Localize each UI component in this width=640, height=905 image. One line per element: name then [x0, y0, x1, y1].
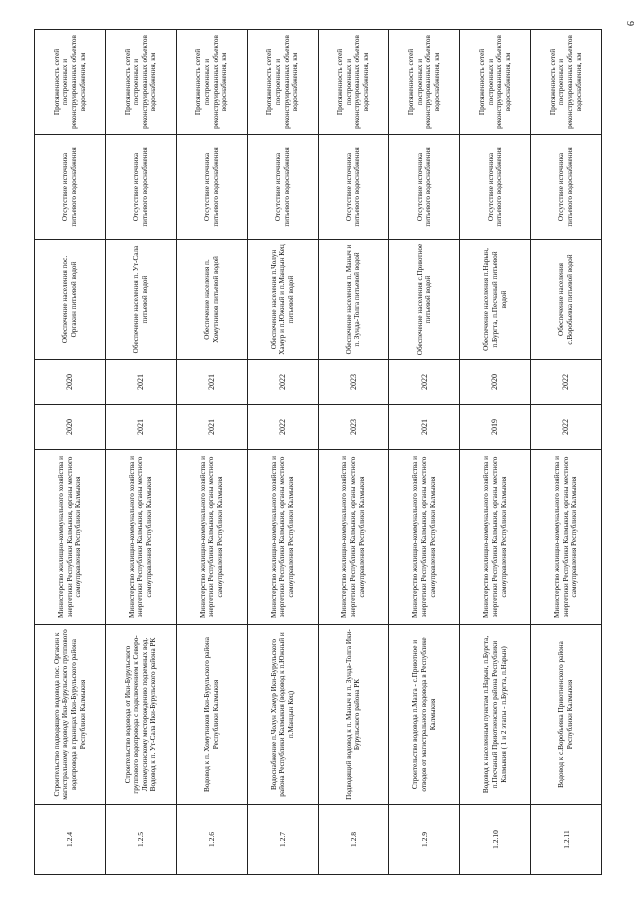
table-row: [247, 30, 318, 875]
row-number: 1.2.9: [389, 805, 460, 875]
object-cell: Строительство водовода от Ики-Бурульского группового водопровода с подключением к Северо-Леонмусинскому месторождению подземных вод. Водовод к п. Ут-Сала Ики-Бурульского района РК: [105, 625, 176, 805]
row-number: 1.2.4: [35, 805, 106, 875]
indicator-cell: Протяженность сетей построенных и реконструированных объектов водоснабжения, км: [318, 30, 389, 135]
goal-cell: Обеспечение населения п. Ут-Сала питьевой водой: [105, 240, 176, 360]
problem-cell: Отсутствие источника питьевого водоснабжения: [531, 135, 602, 240]
problem-cell: Отсутствие источника питьевого водоснабжения: [176, 135, 247, 240]
indicator-cell: Протяженность сетей построенных и реконструированных объектов водоснабжения, км: [531, 30, 602, 135]
executor-cell: Министерство жилищно-коммунального хозяйства и энергетики Республики Калмыкия, органы местного самоуправления Республики Калмыкия: [35, 450, 106, 625]
problem-cell: Отсутствие источника питьевого водоснабжения: [105, 135, 176, 240]
row-number: 1.2.8: [318, 805, 389, 875]
problem-cell: Отсутствие источника питьевого водоснабжения: [247, 135, 318, 240]
end-year-cell: 2021: [176, 360, 247, 405]
table-row: [105, 30, 176, 875]
start-year-cell: 2020: [35, 405, 106, 450]
table-row: [389, 30, 460, 875]
object-cell: Водовод к населенным пунктам п.Нарын, п.Бургта, п.Песчаный Приютненского района Республики Калмыкия ( 1 и 2 этапы - п.Бургта, п.Нарын): [460, 625, 531, 805]
start-year-cell: 2021: [389, 405, 460, 450]
executor-cell: Министерство жилищно-коммунального хозяйства и энергетики Республики Калмыкия, органы местного самоуправления Республики Калмыкия: [531, 450, 602, 625]
indicator-cell: Протяженность сетей построенных и реконструированных объектов водоснабжения, км: [35, 30, 106, 135]
problem-cell: Отсутствие источника питьевого водоснабжения: [318, 135, 389, 240]
end-year-cell: 2022: [531, 360, 602, 405]
table-row: [176, 30, 247, 875]
row-number: 1.2.10: [460, 805, 531, 875]
row-number: 1.2.6: [176, 805, 247, 875]
indicator-cell: Протяженность сетей построенных и реконструированных объектов водоснабжения, км: [389, 30, 460, 135]
object-cell: Подводящий водовод к п. Маныч и п. Зунда-Толга Ики-Бурульского района РК: [318, 625, 389, 805]
start-year-cell: 2019: [460, 405, 531, 450]
end-year-cell: 2022: [247, 360, 318, 405]
table-row: [318, 30, 389, 875]
end-year-cell: 2022: [389, 360, 460, 405]
goal-cell: Обеспечение населения с.Приютное питьевой водой: [389, 240, 460, 360]
end-year-cell: 2020: [460, 360, 531, 405]
start-year-cell: 2022: [531, 405, 602, 450]
goal-cell: Обеспечение населения с.Воробьевка питьевой водой: [531, 240, 602, 360]
problem-cell: Отсутствие источника питьевого водоснабжения: [460, 135, 531, 240]
object-cell: Водоснабжение п.Чолун Хамур Ики-Бурульского района Республики Калмыкия (водовод к п.Южный и п.Манцын Кец): [247, 625, 318, 805]
object-cell: Строительство водовода п.Мазга - с.Приютное и отводов от магистрального водовода в Республике Калмыкия: [389, 625, 460, 805]
table-row: [531, 30, 602, 875]
start-year-cell: 2023: [318, 405, 389, 450]
problem-cell: Отсутствие источника питьевого водоснабжения: [35, 135, 106, 240]
row-number: 1.2.11: [531, 805, 602, 875]
rotated-table-container: [34, 30, 602, 875]
end-year-cell: 2023: [318, 360, 389, 405]
end-year-cell: 2021: [105, 360, 176, 405]
end-year-cell: 2020: [35, 360, 106, 405]
executor-cell: Министерство жилищно-коммунального хозяйства и энергетики Республики Калмыкия, органы местного самоуправления Республики Калмыкия: [176, 450, 247, 625]
executor-cell: Министерство жилищно-коммунального хозяйства и энергетики Республики Калмыкия, органы местного самоуправления Республики Калмыкия: [105, 450, 176, 625]
goal-cell: Обеспечение населения п. Хомутников питьевой водой: [176, 240, 247, 360]
executor-cell: Министерство жилищно-коммунального хозяйства и энергетики Республики Калмыкия, органы местного самоуправления Республики Калмыкия: [389, 450, 460, 625]
table-row: [35, 30, 106, 875]
goal-cell: Обеспечение населения пос. Оргакин питьевой водой: [35, 240, 106, 360]
table-row: [460, 30, 531, 875]
object-cell: Водовод к п. Хомутников Ики-Бурульского района Республики Калмыкия: [176, 625, 247, 805]
executor-cell: Министерство жилищно-коммунального хозяйства и энергетики Республики Калмыкия, органы местного самоуправления Республики Калмыкия: [460, 450, 531, 625]
executor-cell: Министерство жилищно-коммунального хозяйства и энергетики Республики Калмыкия, органы местного самоуправления Республики Калмыкия: [318, 450, 389, 625]
object-cell: Водовод к с.Воробьевка Приютненского района Республики Калмыкия: [531, 625, 602, 805]
indicator-cell: Протяженность сетей построенных и реконструированных объектов водоснабжения, км: [247, 30, 318, 135]
page-number: 9: [624, 21, 635, 26]
start-year-cell: 2022: [247, 405, 318, 450]
start-year-cell: 2021: [176, 405, 247, 450]
indicator-cell: Протяженность сетей построенных и реконструированных объектов водоснабжения, км: [105, 30, 176, 135]
program-table: [34, 29, 602, 875]
goal-cell: Обеспечение населения п.Нарын, п.Бургта, п.Песчаный питьевой водой: [460, 240, 531, 360]
goal-cell: Обеспечение населения п. Маныч и п. Зунда-Толга питьевой водой: [318, 240, 389, 360]
executor-cell: Министерство жилищно-коммунального хозяйства и энергетики Республики Калмыкия, органы местного самоуправления Республики Калмыкия: [247, 450, 318, 625]
row-number: 1.2.5: [105, 805, 176, 875]
row-number: 1.2.7: [247, 805, 318, 875]
goal-cell: Обеспечение населения п.Чолун Хамур и п.Южный и п.Манцын Кец питьевой водой: [247, 240, 318, 360]
problem-cell: Отсутствие источника питьевого водоснабжения: [389, 135, 460, 240]
indicator-cell: Протяженность сетей построенных и реконструированных объектов водоснабжения, км: [176, 30, 247, 135]
indicator-cell: Протяженность сетей построенных и реконструированных объектов водоснабжения, км: [460, 30, 531, 135]
start-year-cell: 2021: [105, 405, 176, 450]
object-cell: Строительство подводящего водовода пос. Оргакин к магистральному водоводу Ики-Бурульского группового водопровода в границах Ики-Бурульского района Республики Калмыкия: [35, 625, 106, 805]
